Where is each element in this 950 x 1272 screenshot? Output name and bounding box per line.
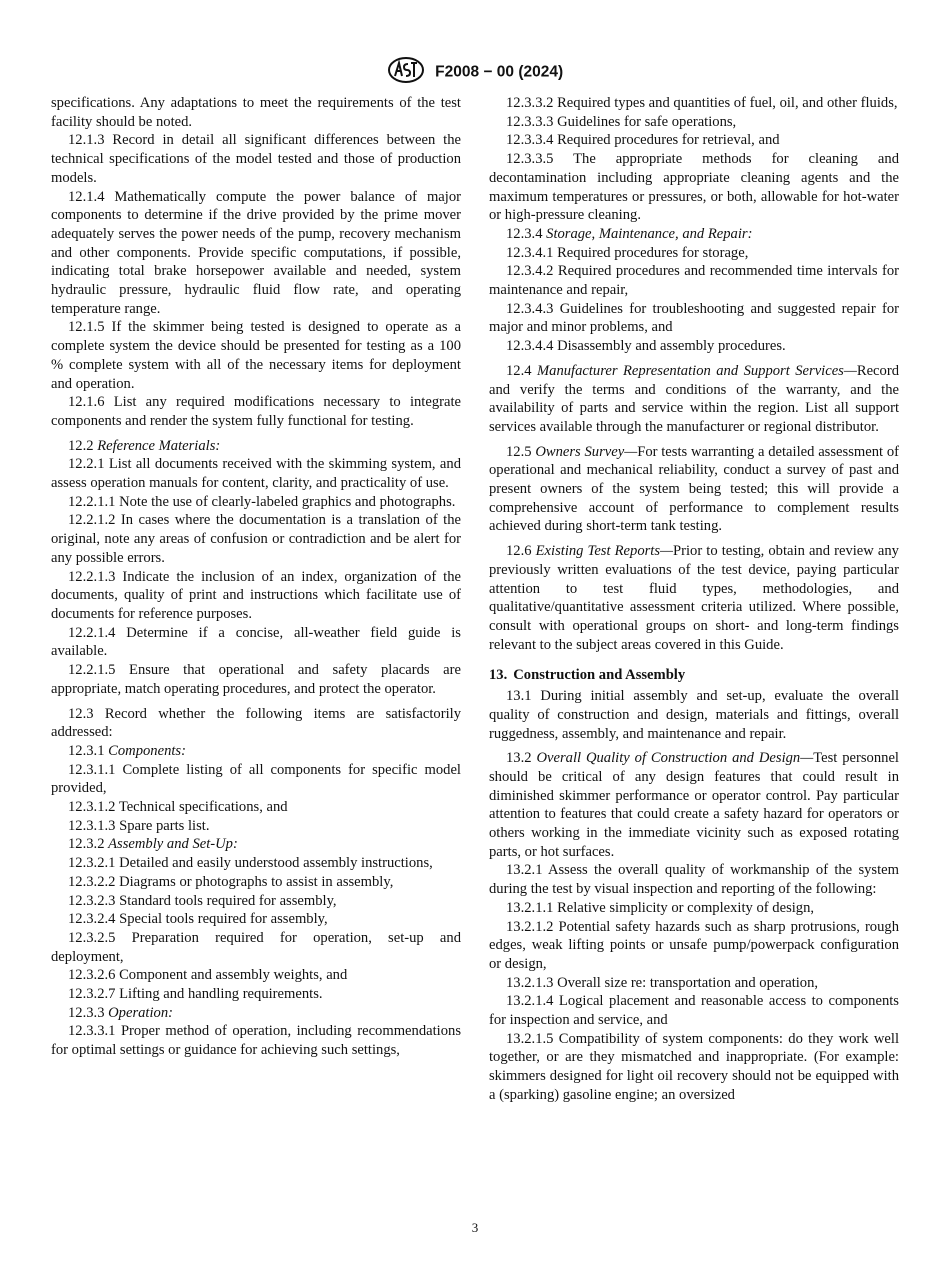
clause-title: Reference Materials: (97, 437, 221, 454)
paragraph (489, 899, 899, 918)
paragraph (51, 966, 461, 985)
paragraph (51, 892, 461, 911)
paragraph (51, 393, 461, 430)
clause-number: 12.3.4 (506, 225, 543, 242)
paragraph (489, 225, 899, 244)
paragraph (51, 854, 461, 873)
paragraph-text: 12.3.3.5 The appropriate methods for cleaning and decontamination including appropriate cleaning agents and the maximum temperatures or pressures, or both, allowable for hot-water or high-pressure cleaning. (489, 151, 899, 224)
paragraph (489, 113, 899, 132)
paragraph-text: 12.3.1.3 Spare parts list. (68, 817, 210, 834)
paragraph (51, 661, 461, 698)
paragraph (51, 455, 461, 492)
paragraph (489, 918, 899, 974)
paragraph-text: 13.2.1.1 Relative simplicity or complexity of design, (506, 899, 815, 916)
clause-title: Manufacturer Representation and Support Services— (537, 362, 857, 379)
paragraph-text: For tests warranting a detailed assessment of operational and mechanical reliability, conduct a survey of past and present owners of the system being tested; this will provide a comprehensive account of performance to complement results achieved during short-term tank testing. (489, 443, 899, 535)
paragraph (489, 992, 899, 1029)
paragraph (489, 443, 899, 537)
paragraph (51, 1004, 461, 1023)
paragraph (51, 873, 461, 892)
paragraph-text: 12.1.4 Mathematically compute the power balance of major components to determine if the drive provided by the prime mover adequately serves the power needs of the pump, recovery mechanism and other components. Provide specific computations, if possible, indicating total brake horsepower available and needed, system hydraulic pressure, hydraulic fluid flow rate, and operating temperature range. (51, 188, 461, 317)
paragraph-text: 13.2.1.4 Logical placement and reasonable access to components for inspection and service, and (489, 993, 899, 1029)
paragraph-text: 12.2.1.5 Ensure that operational and safety placards are appropriate, match operating procedures, and protect the operator. (51, 662, 461, 697)
paragraph (51, 761, 461, 798)
paragraph-text: 12.3.4.3 Guidelines for troubleshooting and suggested repair for major and minor problems, and (489, 300, 899, 336)
paragraph (489, 974, 899, 993)
paragraph-text: 12.2.1.4 Determine if a concise, all-weather field guide is available. (51, 624, 461, 660)
right-column (489, 94, 899, 1105)
paragraph (51, 910, 461, 929)
paragraph (51, 437, 461, 456)
paragraph-text: 12.1.6 List any required modifications necessary to integrate components and render the system fully functional for testing. (51, 394, 461, 429)
paragraph (51, 131, 461, 187)
document-designation: F2008 − 00 (2024) (435, 63, 564, 81)
paragraph-text: 12.1.3 Record in detail all significant differences between the technical specifications of the model tested and those of production models. (51, 132, 461, 186)
clause-number: 13.2 (506, 750, 532, 767)
paragraph-text: 12.3.3.2 Required types and quantities of fuel, oil, and other fluids, (506, 95, 898, 111)
paragraph (51, 493, 461, 512)
paragraph-text: 12.3.3.1 Proper method of operation, including recommendations for optimal settings or guidance for achieving such settings, (51, 1023, 461, 1059)
clause-number: 12.3.2 (68, 836, 105, 853)
paragraph (489, 337, 899, 356)
clause-number: 12.2 (68, 437, 94, 454)
clause-title: Operation: (108, 1004, 173, 1021)
clause-title: Assembly and Set-Up: (108, 836, 238, 853)
paragraph-text: 12.3.1.1 Complete listing of all components for specific model provided, (51, 761, 461, 797)
paragraph-text: 12.3.1.2 Technical specifications, and (68, 799, 288, 816)
paragraph-text: 12.2.1.2 In cases where the documentation is a translation of the original, note any areas of confusion or contradiction and be alert for any possible errors. (51, 512, 461, 566)
paragraph (489, 687, 899, 743)
paragraph (489, 150, 899, 225)
paragraph-text: Prior to testing, obtain and review any previously written evaluations of the test device, paying particular attention to test fluid types, methodologies, and qualitative/quantitative assessment criteria utilized. Where possible, consult with operational groups on short- and long-term findings relevant to the subject areas covered in this Guide. (489, 543, 899, 653)
clause-number: 12.3.3 (68, 1004, 105, 1021)
clause-title: Overall Quality of Construction and Design— (536, 750, 814, 767)
paragraph-text: specifications. Any adaptations to meet the requirements of the test facility should be noted. (51, 95, 461, 130)
paragraph-text: 13.2.1.5 Compatibility of system components: do they work well together, or are they mismatched and inappropriate. (For example: skimmers designed for light oil recovery should not be equipped with a (sparking) gasoline engine; an oversized (489, 1030, 899, 1103)
paragraph-text: 12.3.2.5 Preparation required for operation, set-up and deployment, (51, 929, 461, 965)
clause-title: Owners Survey— (535, 443, 638, 460)
paragraph (489, 262, 899, 299)
left-column (51, 94, 461, 1060)
paragraph (51, 742, 461, 761)
paragraph-text: Test personnel should be critical of any design features that could result in diminished skimmer performance or operator control. Pay particular attention to features that could create a safety hazard for operators or others working in the immediate vicinity such as exposed rotating parts, or hot surfaces. (489, 750, 899, 860)
paragraph-text: 12.3.2.6 Component and assembly weights, and (68, 967, 348, 984)
clause-title: Existing Test Reports— (535, 543, 674, 560)
paragraph-text: 12.3.2.2 Diagrams or photographs to assist in assembly, (68, 873, 394, 890)
clause-number: 12.4 (506, 362, 532, 379)
section-heading (489, 666, 899, 685)
paragraph (51, 705, 461, 742)
paragraph (489, 244, 899, 263)
paragraph (51, 624, 461, 661)
clause-number: 12.6 (506, 543, 532, 560)
paragraph (51, 511, 461, 567)
paragraph-text: 12.3.3.3 Guidelines for safe operations, (506, 113, 737, 130)
paragraph-text: 12.3.3.4 Required procedures for retrieval, and (506, 132, 780, 149)
paragraph (51, 1022, 461, 1059)
paragraph-text: 12.3 Record whether the following items are satisfactorily addressed: (51, 705, 461, 741)
paragraph-text: Record and verify the terms and conditions of the warranty, and the availability of parts and service within the region. List all support services available through the manufacturer or regional distributor. (489, 362, 899, 435)
paragraph (51, 798, 461, 817)
paragraph-text: 12.2.1 List all documents received with the skimming system, and assess operation manuals for content, clarity, and practicality of use. (51, 456, 461, 492)
paragraph-text: 12.3.4.1 Required procedures for storage, (506, 244, 749, 261)
page-header (0, 56, 950, 89)
paragraph-text: 13.2.1.3 Overall size re: transportation and operation, (506, 974, 819, 991)
paragraph-text: 13.2.1 Assess the overall quality of workmanship of the system during the test by visual inspection and reporting of the following: (489, 862, 899, 898)
paragraph (489, 542, 899, 654)
paragraph-text: 12.3.2.1 Detailed and easily understood assembly instructions, (68, 855, 433, 872)
paragraph (51, 929, 461, 966)
paragraph-text: 13.1 During initial assembly and set-up, evaluate the overall quality of construction and design, materials and fittings, overall ruggedness, assembly, and maintenance and repair. (489, 688, 899, 742)
paragraph (489, 1030, 899, 1105)
paragraph (489, 749, 899, 861)
paragraph-text: 12.2.1.1 Note the use of clearly-labeled graphics and photographs. (68, 493, 456, 510)
paragraph (489, 94, 899, 113)
section-title: Construction and Assembly (513, 667, 686, 684)
clause-number: 12.5 (506, 443, 532, 460)
paragraph-text: 12.2.1.3 Indicate the inclusion of an index, organization of the documents, quality of print and instructions which facilitate use of documents for reference purposes. (51, 568, 461, 622)
clause-number: 12.3.1 (68, 742, 105, 759)
astm-logo-icon (387, 56, 425, 89)
paragraph-text: 12.3.4.4 Disassembly and assembly procedures. (506, 338, 786, 355)
paragraph-text: 12.3.2.4 Special tools required for assembly, (68, 911, 328, 928)
paragraph-text: 12.1.5 If the skimmer being tested is designed to operate as a complete system the device should be presented for testing as a 100 % complete system with all of the necessary items for deployment and operation. (51, 319, 461, 392)
paragraph-text: 12.3.2.3 Standard tools required for assembly, (68, 892, 337, 909)
paragraph (51, 188, 461, 319)
page-number: 3 (471, 1220, 479, 1235)
paragraph-text: 12.3.4.2 Required procedures and recommended time intervals for maintenance and repair, (489, 263, 899, 299)
paragraph (51, 318, 461, 393)
paragraph (489, 362, 899, 437)
paragraph (51, 817, 461, 836)
paragraph-text: 12.3.2.7 Lifting and handling requirements. (68, 986, 323, 1003)
paragraph-text: 13.2.1.2 Potential safety hazards such as sharp protrusions, rough edges, weak lifting points or unsafe pump/powerpack configuration or design, (489, 918, 899, 972)
paragraph (489, 300, 899, 337)
paragraph (51, 985, 461, 1004)
paragraph (489, 861, 899, 898)
paragraph (489, 131, 899, 150)
section-number: 13. (489, 667, 508, 684)
clause-title: Components: (108, 742, 186, 759)
paragraph (51, 835, 461, 854)
clause-title: Storage, Maintenance, and Repair: (546, 225, 753, 242)
paragraph (51, 94, 461, 131)
paragraph (51, 568, 461, 624)
